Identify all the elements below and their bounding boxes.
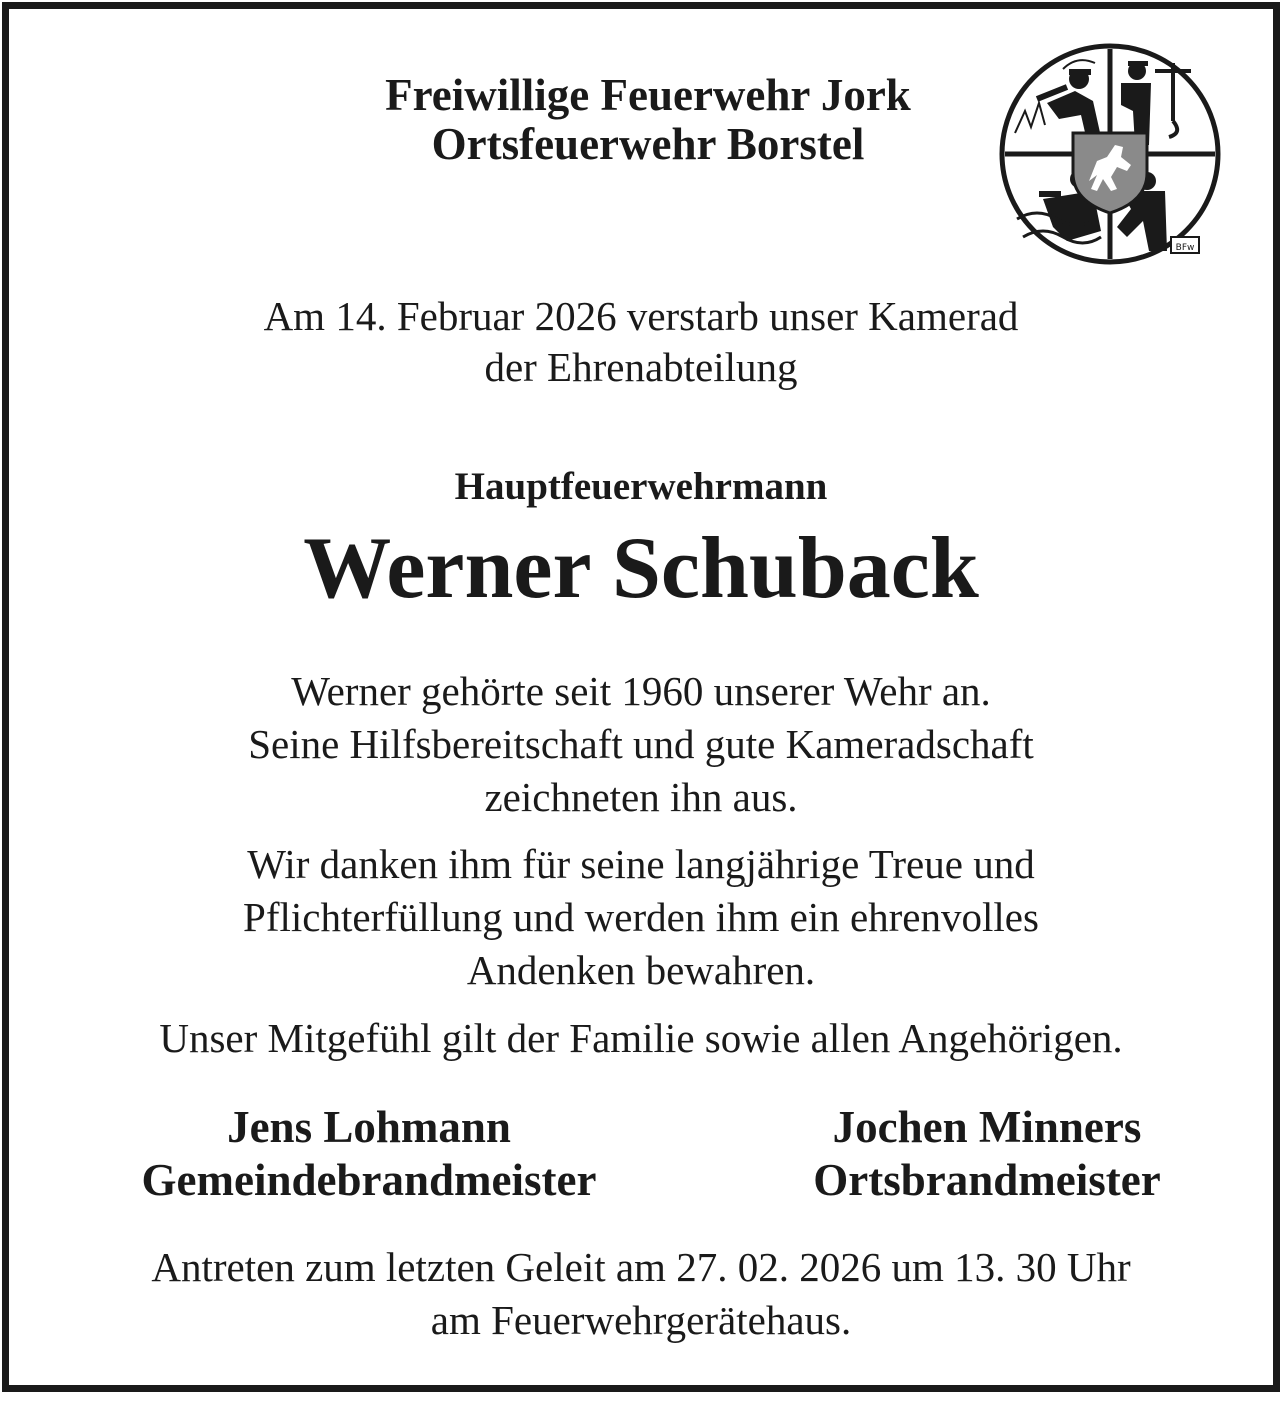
tribute-1-line-2: Seine Hilfsbereitschaft und gute Kameradschaft (248, 721, 1034, 767)
signature-left-name: Jens Lohmann (227, 1102, 511, 1152)
funeral-line-1: Antreten zum letzten Geleit am 27. 02. 2026 um 13. 30 Uhr (151, 1244, 1131, 1290)
organization-subunit: Ortsfeuerwehr Borstel (431, 119, 865, 169)
organization-name: Freiwillige Feuerwehr Jork (385, 70, 911, 120)
tribute-1-line-3: zeichneten ihn aus. (484, 774, 798, 820)
announcement-line-2: der Ehrenabteilung (484, 344, 798, 390)
tribute-paragraph-1 (9, 665, 1273, 824)
notice-content (9, 9, 1273, 1385)
signature-right (747, 1101, 1227, 1207)
tribute-2-line-3: Andenken bewahren. (466, 947, 816, 993)
deceased-rank: Hauptfeuerwehrmann (454, 465, 828, 508)
funeral-line-2: am Feuerwehrgerätehaus. (430, 1297, 852, 1343)
tribute-paragraph-2 (9, 838, 1273, 997)
signature-right-name: Jochen Minners (832, 1102, 1142, 1152)
signature-right-title: Ortsbrandmeister (813, 1155, 1161, 1205)
deceased-name: Werner Schuback (303, 520, 979, 617)
tribute-2-line-1: Wir danken ihm für seine langjährige Treue und (247, 841, 1035, 887)
tribute-2-line-2: Pflichterfüllung und werden ihm ein ehrenvolles (243, 894, 1039, 940)
condolence-line: Unser Mitgefühl gilt der Familie sowie allen Angehörigen. (159, 1015, 1123, 1061)
emblem-inner-text: BFw (1175, 243, 1195, 253)
fire-brigade-emblem-icon (997, 41, 1223, 267)
notice-frame (2, 2, 1280, 1392)
death-announcement (9, 291, 1273, 393)
signature-left (99, 1101, 639, 1207)
announcement-line-1: Am 14. Februar 2026 verstarb unser Kamerad (263, 293, 1019, 339)
signature-left-title: Gemeindebrandmeister (141, 1155, 597, 1205)
funeral-details (9, 1241, 1273, 1347)
tribute-1-line-1: Werner gehörte seit 1960 unserer Wehr an. (291, 668, 991, 714)
